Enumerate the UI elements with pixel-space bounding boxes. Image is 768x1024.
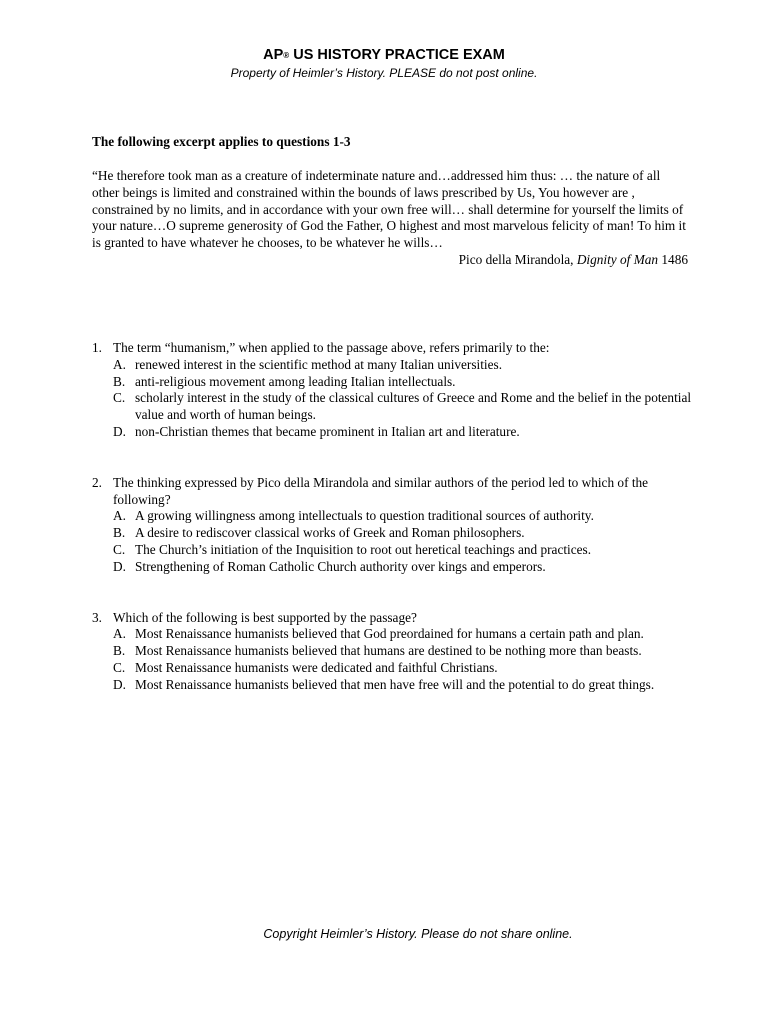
question-2 <box>92 475 692 576</box>
question-3 <box>92 610 692 694</box>
question-1 <box>92 340 692 441</box>
question-3-choice-d: D. Most Renaissance humanists believed that men have free will and the potential to do great things. <box>113 676 655 692</box>
question-3-choice-b: B. Most Renaissance humanists believed that humans are destined to be nothing more than beasts. <box>113 643 642 659</box>
question-1-choice-b: B. anti-religious movement among leading Italian intellectuals. <box>113 373 456 389</box>
copyright-footer: Copyright Heimler’s History. Please do not share online. <box>263 927 573 941</box>
exam-title: AP® US HISTORY PRACTICE EXAM <box>263 47 505 63</box>
question-stem: Which of the following is best supported by the passage? <box>113 609 417 625</box>
excerpt-text: “He therefore took man as a creature of indeterminate nature and…addressed him thus: … the nature of all other beings is limited and constrained within the bounds of laws prescribed by Us, You however are , constrained by no limits, and in accordance with your own free will… shall determine for yourself the limits of your nature…O supreme generosity of God the Father, O highest and most marvelous felicity of man! To him it is granted to have whatever he chooses, to be whatever he wills… <box>92 168 686 251</box>
excerpt-heading: The following excerpt applies to questions 1-3 <box>92 134 351 149</box>
excerpt-block <box>92 168 688 269</box>
question-stem: The thinking expressed by Pico della Mirandola and similar authors of the period led to which of the following? <box>113 474 649 507</box>
question-number: 3. <box>92 609 102 625</box>
exam-subtitle: Property of Heimler’s History. PLEASE do not post online. <box>230 66 538 80</box>
question-3-choice-c: C. Most Renaissance humanists were dedicated and faithful Christians. <box>113 659 498 675</box>
page-header <box>0 46 768 81</box>
excerpt-citation: Pico della Mirandola, Dignity of Man 1486 <box>458 251 688 267</box>
question-number: 2. <box>92 474 102 490</box>
question-2-choice-b: B. A desire to rediscover classical works of Greek and Roman philosophers. <box>113 525 525 541</box>
registered-mark: ® <box>283 51 290 60</box>
question-list <box>92 340 692 694</box>
question-2-choice-d: D. Strengthening of Roman Catholic Church authority over kings and emperors. <box>113 558 546 574</box>
question-2-choice-c: C. The Church’s initiation of the Inquisition to root out heretical teachings and practices. <box>113 541 592 557</box>
question-3-choice-a: A. Most Renaissance humanists believed that God preordained for humans a certain path and plan. <box>113 626 644 642</box>
question-1-choice-d: D. non-Christian themes that became prominent in Italian art and literature. <box>113 423 520 439</box>
question-2-choice-a: A. A growing willingness among intellectuals to question traditional sources of authority. <box>113 508 594 524</box>
question-number: 1. <box>92 340 102 355</box>
citation-work-title: Dignity of Man <box>576 251 659 267</box>
question-1-choice-a: A. renewed interest in the scientific method at many Italian universities. <box>113 356 503 372</box>
question-1-choice-c: C. scholarly interest in the study of the classical cultures of Greece and Rome and the belief in the potential value and worth of human beings. <box>113 390 692 423</box>
question-stem: The term “humanism,” when applied to the passage above, refers primarily to the: <box>113 340 550 355</box>
